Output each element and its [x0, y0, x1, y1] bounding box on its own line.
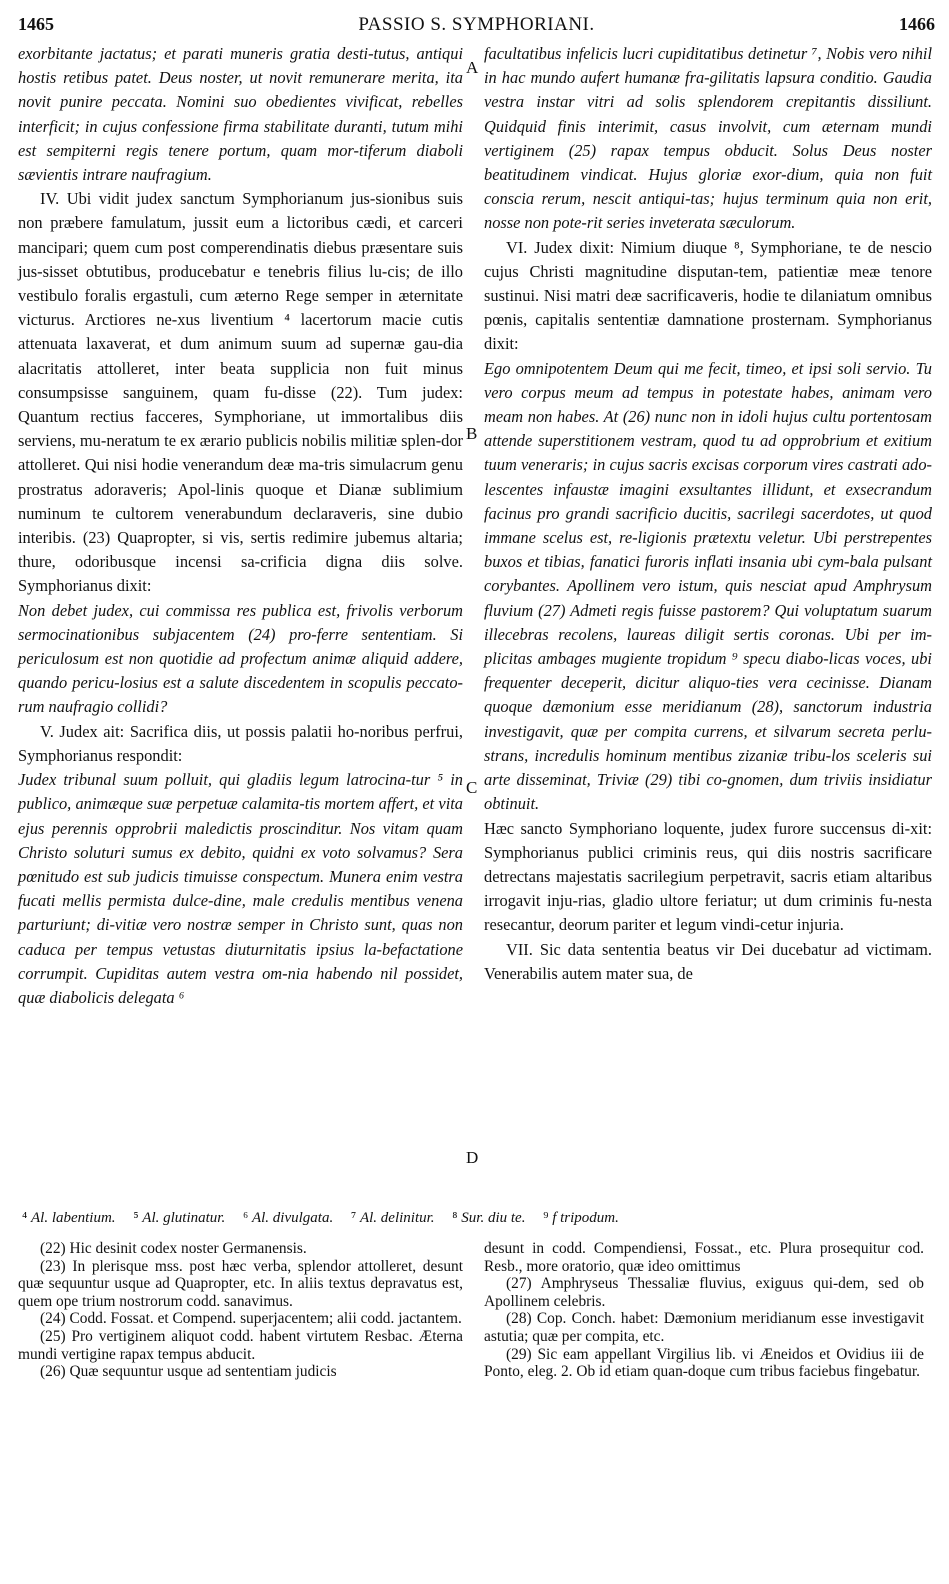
margin-letter-a: A — [466, 58, 479, 77]
paragraph: IV. Ubi vidit judex sanctum Symphorianum jus-sionibus suis non præbere famulatum, jussit eum a lictoribus cædi, et carceri mancipari; quem cum post comperendinatis diebus præsentare suis jus-sisset obtutibus, producebatur e tenebris filius lu-cis; de illo vestibulo foralis ergastuli, cum æterno Rege semper in æternitate victurus. Arctiores ne-xus liventium ⁴ lacertorum macie cutis attenuata laxaverat, et dum animum suum ad supernæ gau-dia alacritatis attolleret, inter beata supplicia non fuit minus consumpsisse sanguinem, quam fu-disse (22). Tum judex: Quantum rectius facceres, Symphoriane, ut immortalibus diis serviens, mu-neratum te ex ærario publicis nobilis militiæ splen-dor attolleret. Qui nisi hodie venerandum deæ ma-tris simulacrum genu prostratus adoraveris; Apol-linis quoque et Dianæ sublimium numinum te cultorem venerabundum declaraveris, sine dubio interibis. (23) Quapropter, si vis, sertis redimire jubemus altaria; thure, odoribusque incensi sa-crificia digna diis solve. Symphorianus dixit: — [18, 189, 463, 596]
paragraph: facultatibus infelicis lucri cupiditatibus detinetur ⁷, Nobis vero nihil in hac mundo aufert humanæ fra-gilitatis lapsura conditio. Gaudia vestra instar vitri ad solis splendorem crepitantis dissiliunt. Quidquid finis interimit, casus involvit, cum æternam mundi vertiginem (25) rapax tempus obducit. Solus Deus noster beatitudinem vindicat. Hujus gloriæ exor-dium, quia non fuit conscia rerum, nescit antiqui-tas; hujus terminum quia non erit, nosse non pote-rit series inveterata sæculorum. — [484, 44, 932, 233]
variant-note: ⁹ f tripodum. — [543, 1210, 619, 1226]
paragraph: Non debet judex, cui commissa res publica est, frivolis verborum sermocinationibus subjacentem (24) pro-ferre sententiam. Si periculosum est non quotidie ad profectum animæ aliquid addere, quando pericu-losius est a salute discedentem in scopulis peccato-rum naufragio collidi? — [18, 600, 463, 717]
variant-note: ⁵ Al. glutinatur. — [133, 1210, 226, 1226]
variant-readings — [22, 1208, 935, 1228]
variant-note: ⁸ Sur. diu te. — [452, 1210, 526, 1226]
footnote: (23) In plerisque mss. post hæc verba, splendor attolleret, desunt quæ sequuntur usque ad Quapropter, etc. In aliis textus depravatus est, quem ope trium nostrorum codd. sanavimus. — [18, 1257, 463, 1310]
paragraph: VII. Sic data sententia beatus vir Dei ducebatur ad victimam. Venerabilis autem mater sua, de — [484, 939, 932, 983]
paragraph: V. Judex ait: Sacrifica diis, ut possis palatii ho-noribus perfrui, Symphorianus respondit: — [18, 721, 463, 765]
paragraph: Judex tribunal suum polluit, qui gladiis legum latrocina-tur ⁵ in publico, animæque suæ perpetuæ calamita-tis mortem affert, et vita ejus perennis opprobrii maledictis proscinditur. Nos vitam quam Christo soluturi sumus ex debito, quidni ex voto solvamus? Sera pœnitudo est sub judicis timuisse conspectum. Munera enim vestra fucati mellis permista dulce-dine, male credulis mentibus venena parturiunt; di-vitiæ vero nostræ semper in Christo sunt, quas non caduca per tempus vetustas diuturnitatis ipsius la-befactatione corrumpit. Cupiditas autem vestra om-nia habendo nil possidet, quæ diabolicis delegata ⁶ — [18, 770, 463, 1007]
footnote: (26) Quæ sequuntur usque ad sententiam judicis — [40, 1363, 337, 1381]
variant-note: ⁷ Al. delinitur. — [350, 1210, 435, 1226]
page-header — [18, 14, 935, 38]
paragraph: Hæc sancto Symphoriano loquente, judex furore succensus di-xit: Symphorianus publici criminis reus, qui diis nostris sacrificare detrectans majestatis sacrilegium perpetravit, sacris etiam altaribus irrogavit inju-rias, gladio ultore feriatur; ut dum criminis fu-nesta resecantur, deorum pariter et legum vindi-cetur injuria. — [484, 818, 932, 935]
footnote: (28) Cop. Conch. habet: Dæmonium meridianum esse investigavit astutia; quæ per compita, etc. — [484, 1310, 924, 1345]
footnotes-left — [18, 1240, 463, 1381]
variant-note: ⁶ Al. divulgata. — [242, 1210, 334, 1226]
footnote: (24) Codd. Fossat. et Compend. superjacentem; alii codd. jactantem. — [40, 1310, 462, 1328]
paragraph: Ego omnipotentem Deum qui me fecit, timeo, et ipsi soli servio. Tu vero corpus meum ad tempus in potestate habes, animam vero meam non habes. At (26) nunc non in idoli hujus cultu portentosam attende superstitionem vestram, quod tu ad opprobrium et exitium tuum veneraris; in cujus sacris excisas corporum vires castrati ado-lescentes infaustæ imagini exsultantes illidunt, et exsecrandum facinus pro grandi sacrificio ducitis, sacrilegi sacerdotes, ut quod immane scelus est, re-ligionis prætextu veletur. Ubi perstrepentes buxos et tibias, fanatici furoris inflati insania ubi cym-bala pulsant corybantes. Apollinem vero istum, quis nesciat apud Amphrysum fluvium (27) Admeti regis fuisse pastorem? Qui voluptatum suarum illecebras recolens, laureas diligit sertis coronas. Ubi per im-plicitas ambages mugiente tropidum ⁹ specu diabo-licas voces, ubi frequenter deceperit, dicitur aliquo-ties vera cecinisse. Dianam quoque dæmonium esse meridianum (28), sanctorum industria investigavit, quæ per compita currens, et silvarum secreta perlu-strans, incredulis hominum mentibus zizaniæ tribu-los sceleris sui arte disseminat, Triviæ (29) tibi co-gnomen, dum triviis insidiatur obtinuit. — [484, 358, 932, 814]
paragraph: exorbitante jactatus; et parati muneris gratia desti-tutus, antiqui hostis retibus patet. Deus noster, ut novit remunerare merita, ita novit punire peccata. Nomini suo obedientes vivificat, rebelles interficit; in cujus confessione firma stabilitate duranti, tutum mihi est sempiterni regis tenere portum, quam mor-tiferum diaboli sævientis intrare naufragium. — [18, 44, 463, 185]
footnote: desunt in codd. Compendiensi, Fossat., etc. Plura prosequitur cod. Resb., more oratorio, quæ ideo omittimus — [484, 1240, 924, 1275]
page-number-right: 1466 — [899, 14, 935, 34]
running-title: PASSIO S. SYMPHORIANI. — [358, 14, 595, 35]
paragraph: VI. Judex dixit: Nimium diuque ⁸, Symphoriane, te de nescio cujus Christi magnitudine disputan-tem, patientiæ meæ tenore sustinui. Nisi matri deæ sacrificaveris, hodie te dilaniatum omnibus pœnis, capitalis sententiæ damnatione prosternam. Symphorianus dixit: — [484, 237, 932, 354]
variant-note: ⁴ Al. labentium. — [22, 1210, 116, 1226]
footnotes-right — [484, 1240, 924, 1381]
footnote: (27) Amphryseus Thessaliæ fluvius, exiguus qui-dem, sed ob Apollinem celebris. — [484, 1275, 924, 1310]
footnote: (29) Sic eam appellant Virgilius lib. vi Æneidos et Ovidius iii de Ponto, eleg. 2. Ob id etiam quan-doque cum tribus faciebus fingebatur. — [484, 1345, 924, 1381]
footnote: (25) Pro vertiginem aliquot codd. habent virtutem Resbac. Æterna mundi vertigine rapax tempus abducit. — [18, 1327, 463, 1363]
margin-letter-c: C — [466, 778, 478, 797]
footnote: (22) Hic desinit codex noster Germanensis. — [40, 1240, 307, 1257]
right-column — [484, 42, 932, 986]
margin-letter-d: D — [466, 1148, 479, 1167]
left-column — [18, 42, 463, 1010]
page-number-left: 1465 — [18, 14, 54, 34]
margin-letter-b: B — [466, 424, 478, 443]
